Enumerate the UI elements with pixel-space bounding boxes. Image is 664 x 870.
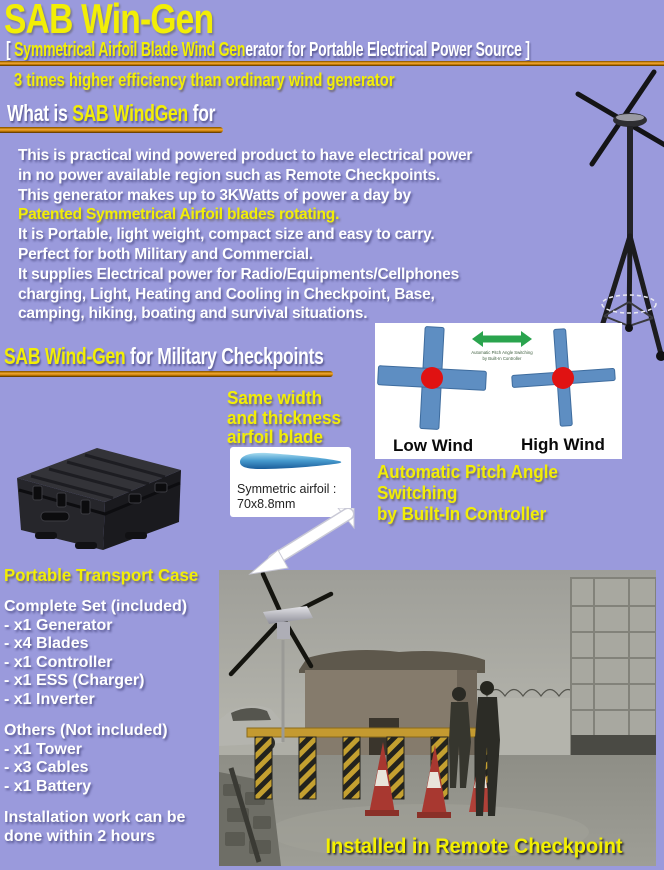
paragraph-line: It is Portable, light weight, compact size and easy to carry. xyxy=(18,226,435,244)
heading-mil-post: for Military Checkpoints xyxy=(125,343,324,369)
diagram-mini-label-1: Automatic Pitch Angle Switching xyxy=(471,350,533,355)
install-note-line: done within 2 hours xyxy=(4,827,156,845)
list-item: - x1 Controller xyxy=(4,653,113,671)
pitch-caption xyxy=(377,461,641,524)
turbine-mast xyxy=(627,126,633,238)
heading-what-highlight: SAB WindGen xyxy=(72,100,189,126)
diagram-mini-label-2: by Built-In Controller xyxy=(482,356,522,361)
section-heading-what xyxy=(7,100,215,127)
airfoil-shape xyxy=(233,449,347,475)
list-item: - x4 Blades xyxy=(4,635,89,652)
airfoil-label-1: Symmetric airfoil : xyxy=(237,482,337,496)
callout-arrow-icon xyxy=(240,508,358,578)
heading-mil-highlight: SAB Wind-Gen xyxy=(4,343,126,369)
section-heading-military xyxy=(4,343,324,370)
low-wind-label: Low Wind xyxy=(393,436,474,455)
paragraph-line: It supplies Electrical power for Radio/Equipments/Cellphones xyxy=(18,265,460,283)
paragraph-line: This is practical wind powered product to have electrical power xyxy=(18,147,473,164)
page-title: SAB Win-Gen xyxy=(4,0,214,42)
paragraph-line: in no power available region such as Remote Checkpoints. xyxy=(18,166,441,184)
hut-roof xyxy=(299,650,485,673)
airfoil-note-line: airfoil blade xyxy=(227,427,323,447)
airfoil-note-line: and thickness xyxy=(227,407,342,428)
list-gap xyxy=(4,709,187,722)
heading-what-post: for xyxy=(188,100,216,126)
others-heading: Others (Not included) xyxy=(4,722,168,739)
checkpoint-photo xyxy=(219,570,656,866)
install-note-line: Installation work can be xyxy=(4,809,186,826)
subtitle-highlight: Symmetrical Airfoil Blade Wind Gen xyxy=(14,39,245,64)
included-heading: Complete Set (included) xyxy=(4,598,188,615)
pitch-caption-line: by Built-In Controller xyxy=(377,503,547,524)
equipment-list xyxy=(4,598,187,846)
pitch-diagram-panel xyxy=(375,323,622,459)
checkpoint-scene xyxy=(219,570,656,866)
airfoil-callout xyxy=(230,447,351,517)
pitch-diagram xyxy=(375,323,622,459)
list-item: - x1 ESS (Charger) xyxy=(4,672,145,689)
paragraph-line: Perfect for both Military and Commercial. xyxy=(18,245,313,263)
tagline: 3 times higher efficiency than ordinary wind generator xyxy=(14,70,395,90)
gold-divider-military xyxy=(0,371,333,377)
airfoil-note xyxy=(227,389,341,448)
pitch-caption-line: Automatic Pitch Angle Switching xyxy=(377,461,558,503)
list-item: - x1 Generator xyxy=(4,616,113,634)
heading-what-pre: What is xyxy=(7,100,73,126)
case-caption: Portable Transport Case xyxy=(4,565,199,585)
pitch-switch-arrow-icon xyxy=(472,331,532,347)
list-item: - x1 Inverter xyxy=(4,690,95,708)
transport-case-photo xyxy=(5,438,187,560)
list-item: - x1 Battery xyxy=(4,777,92,795)
intro-paragraph xyxy=(18,146,472,324)
subtitle-rest: erator for Portable Electrical Power Source ] xyxy=(245,39,530,61)
paragraph-line: charging, Light, Heating and Cooling in Checkpoint, Base, xyxy=(18,285,435,303)
high-wind-label: High Wind xyxy=(521,435,605,454)
paragraph-line-highlight: Patented Symmetrical Airfoil blades rotating. xyxy=(18,206,340,224)
page-subtitle xyxy=(6,39,530,62)
nacelle-highlight xyxy=(616,114,644,121)
subtitle-prefix: [ xyxy=(6,39,15,61)
wind-turbine-tripod-photo xyxy=(542,64,664,362)
airfoil-note-line: Same width xyxy=(227,388,323,408)
paragraph-line: This generator makes up to 3KWatts of power a day by xyxy=(18,186,411,204)
paragraph-line: camping, hiking, boating and survival situations. xyxy=(18,305,368,323)
list-item: - x3 Cables xyxy=(4,759,89,776)
photo-caption: Installed in Remote Checkpoint xyxy=(325,835,623,858)
case-handle xyxy=(41,512,69,521)
hub-low-wind xyxy=(421,367,443,389)
gold-divider-what xyxy=(0,127,223,133)
list-gap xyxy=(4,796,187,809)
hub-high-wind xyxy=(552,367,574,389)
airfoil-label-2: 70x8.8mm xyxy=(237,497,296,511)
list-item: - x1 Tower xyxy=(4,740,82,758)
